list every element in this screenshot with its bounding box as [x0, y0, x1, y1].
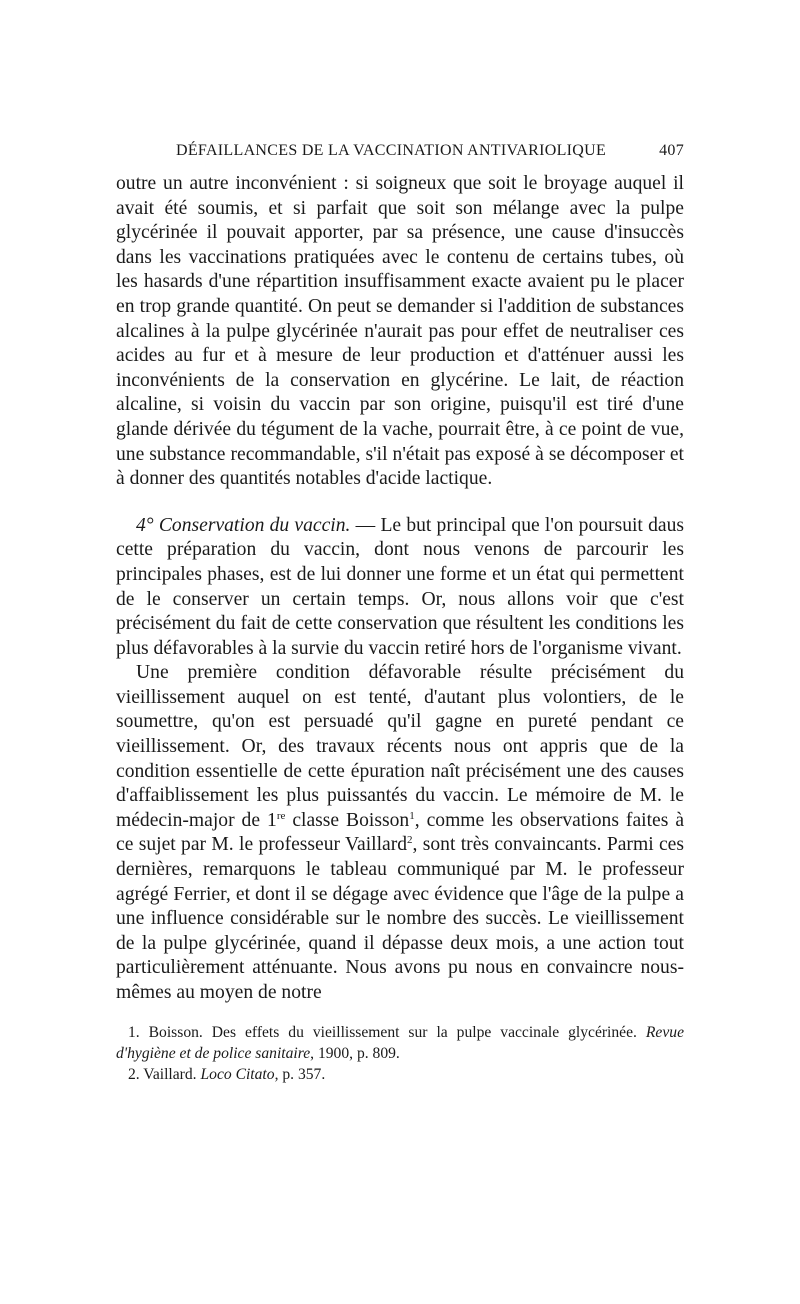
paragraph-text-part3: , comme les observations faites à ce sujet par M. le professeur Vaillard — [116, 809, 685, 856]
footnote-2 — [116, 1064, 684, 1085]
footnote-1 — [116, 1022, 684, 1064]
superscript-re: re — [276, 809, 286, 822]
section-heading: 4° Conservation du vaccin. — [136, 514, 351, 536]
paragraph-text-part2: classe Boisson — [285, 809, 410, 831]
section-text: — Le but principal que l'on poursuit daus cette préparation du vaccin, dont nous venons de parcourir les principales phases, est de lui donner une forme et un état qui permettent de le conserver un certain temps. Or, nous allons voir que c'est précisément du fait de cette conservation que résultent les conditions les plus défavorables à la survie du vaccin retiré hors de l'organisme vivant. — [116, 514, 684, 659]
footnote-1-journal: Revue d'hygiène et de police sanitaire — [116, 1023, 684, 1062]
paragraph-vieillissement — [116, 661, 684, 1005]
page-number: 407 — [659, 142, 684, 159]
footnote-2-italic: Loco Citato — [200, 1065, 275, 1083]
footnote-2-text: 2. Vaillard. — [128, 1065, 201, 1083]
footnotes — [116, 1022, 684, 1085]
paragraph-text-part1: Une première condition défavorable résulte précisément du vieillissement auquel on est tenté, d'autant plus volontiers, de le soumettre, qu'on est persuadé qu'il gagne en pureté pendant ce vieillissement. Or, des travaux récents nous ont appris que de la condition essentielle de cette épuration naît précisément une des causes d'affaiblissement les plus puissantés du vaccin. Le mémoire de M. le médecin-major de 1 — [116, 662, 684, 831]
book-page — [116, 142, 684, 1085]
body-text — [116, 172, 684, 1006]
footnote-1-text: 1. Boisson. Des effets du vieillissement sur la pulpe vaccinale glycérinée. — [128, 1023, 637, 1041]
paragraph-text-part4: , sont très convaincants. Parmi ces dernières, remarquons le tableau communiqué par M. le professeur agrégé Ferrier, et dont il se dégage avec évidence que l'âge de la pulpe a une influence considérable sur le nombre des succès. Le vieillissement de la pulpe glycérinée, quand il dépasse deux mois, a une action tout particulièrement atténuante. Nous avons pu nous en convaincre nous-mêmes au moyen de notre — [116, 834, 684, 1003]
footnote-1-suffix: , 1900, p. 809. — [310, 1044, 400, 1062]
running-title: DÉFAILLANCES DE LA VACCINATION ANTIVARIOLIQUE — [176, 142, 607, 159]
footnote-2-suffix: , p. 357. — [274, 1065, 326, 1083]
running-head — [116, 142, 684, 172]
paragraph-continuation: outre un autre inconvénient : si soigneux que soit le broyage auquel il avait été soumis, et si parfait que soit son mélange avec la pulpe glycérinée il pouvait apporter, par sa présence, une cause d'insuccès dans les vaccinations pratiquées avec le contenu de certains tubes, où les hasards d'une répartition insuffisamment exacte avaient pu le placer en trop grande quantité. On peut se demander si l'addition de substances alcalines à la pulpe glycérinée n'aurait pas pour effet de neutraliser ces acides au fur et à mesure de leur production et d'atténuer aussi les inconvénients de la conservation en glycérine. Le lait, de réaction alcaline, si voisin du vaccin par son origine, puisqu'il est tiré d'une glande dérivée du tégument de la vache, pourrait être, à ce point de vue, une substance recommandable, s'il n'était pas exposé à se décomposer et à donner des quantités notables d'acide lactique. — [116, 173, 684, 490]
footnote-ref-2: 2 — [407, 834, 413, 847]
footnote-ref-1: 1 — [409, 809, 415, 822]
paragraph-conservation — [116, 514, 684, 662]
